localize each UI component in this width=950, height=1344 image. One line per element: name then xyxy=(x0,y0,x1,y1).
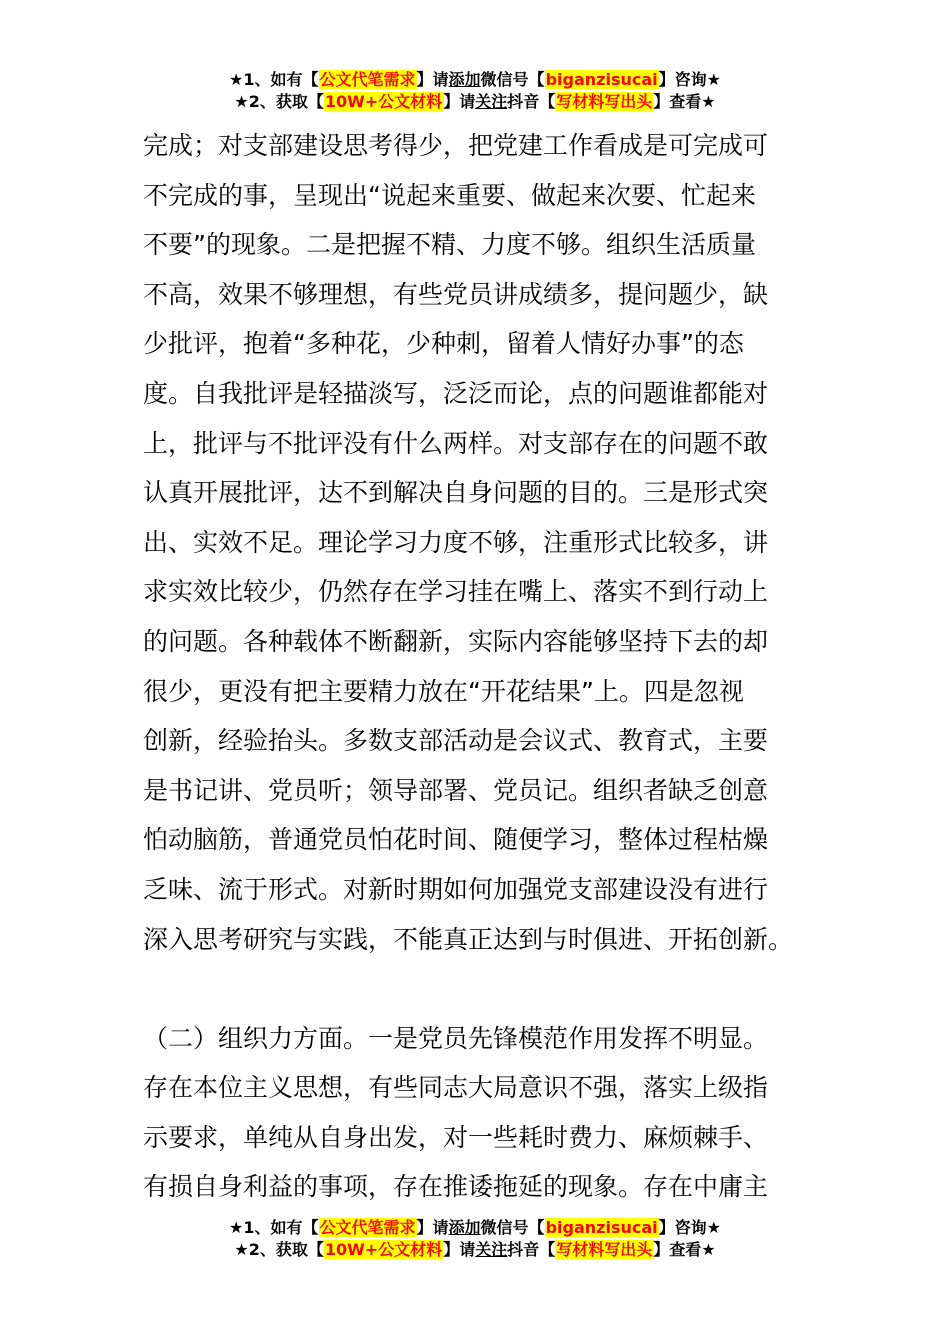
banner-text: 】查看★ xyxy=(653,1240,716,1259)
banner-text: ★1、如有【 xyxy=(229,70,319,89)
banner-line-2 xyxy=(0,91,950,113)
banner-text: 微信号【 xyxy=(480,70,545,89)
highlight-service: 公文代笔需求 xyxy=(319,70,416,89)
banner-underlined-text: 关注 xyxy=(475,92,508,111)
banner-text: 】请 xyxy=(416,70,449,89)
highlight-wechat-id: biganzisucai xyxy=(545,1218,658,1237)
banner-text: 微信号【 xyxy=(480,1218,545,1237)
highlight-service: 公文代笔需求 xyxy=(319,1218,416,1237)
highlight-materials: 10W+公文材料 xyxy=(324,1240,443,1259)
banner-line-1 xyxy=(0,69,950,91)
banner-text: ★2、获取【 xyxy=(234,92,324,111)
banner-text: 抖音【 xyxy=(507,1240,556,1259)
section-heading-line: （二）组织力方面。一是党员先锋模范作用发挥不明显。 xyxy=(143,1023,769,1053)
body-line: 不要”的现象。二是把握不精、力度不够。组织生活质量 xyxy=(143,230,756,260)
body-line: 不完成的事，呈现出“说起来重要、做起来次要、忙起来 xyxy=(143,180,756,210)
banner-underlined-text: 添加 xyxy=(448,70,481,89)
footer-banner xyxy=(0,1217,950,1261)
body-line: 很少，更没有把主要精力放在“开花结果”上。四是忽视 xyxy=(143,676,744,706)
body-line: 上，批评与不批评没有什么两样。对支部存在的问题不敢 xyxy=(143,428,769,458)
banner-text: 】咨询★ xyxy=(658,1218,721,1237)
document-body xyxy=(143,121,808,1212)
highlight-wechat-id: biganzisucai xyxy=(545,70,658,89)
body-line: 求实效比较少，仍然存在学习挂在嘴上、落实不到行动上 xyxy=(143,577,769,607)
banner-text: 】请 xyxy=(443,92,476,111)
banner-text: 】请 xyxy=(443,1240,476,1259)
highlight-douyin-id: 写材料写出头 xyxy=(556,1240,653,1259)
highlight-materials: 10W+公文材料 xyxy=(324,92,443,111)
body-line: 怕动脑筋，普通党员怕花时间、随便学习，整体过程枯燥 xyxy=(143,825,769,855)
banner-text: ★2、获取【 xyxy=(234,1240,324,1259)
banner-text: 】咨询★ xyxy=(658,70,721,89)
body-line: 乏味、流于形式。对新时期如何加强党支部建设没有进行 xyxy=(143,874,769,904)
banner-text: 】请 xyxy=(416,1218,449,1237)
banner-underlined-text: 关注 xyxy=(475,1240,508,1259)
body-line: 出、实效不足。理论学习力度不够，注重形式比较多，讲 xyxy=(143,527,769,557)
body-line: 存在本位主义思想，有些同志大局意识不强，落实上级指 xyxy=(143,1073,769,1103)
body-line: 度。自我批评是轻描淡写，泛泛而论，点的问题谁都能对 xyxy=(143,378,769,408)
highlight-douyin-id: 写材料写出头 xyxy=(556,92,653,111)
body-line: 的问题。各种载体不断翻新，实际内容能够坚持下去的却 xyxy=(143,626,769,656)
paragraph-gap xyxy=(143,964,808,1014)
banner-text: ★1、如有【 xyxy=(229,1218,319,1237)
banner-text: 】查看★ xyxy=(653,92,716,111)
body-line: 认真开展批评，达不到解决自身问题的目的。三是形式突 xyxy=(143,478,769,508)
body-line: 少批评，抱着“多种花，少种刺，留着人情好办事”的态 xyxy=(143,329,744,359)
banner-line-1 xyxy=(0,1217,950,1239)
banner-underlined-text: 添加 xyxy=(448,1218,481,1237)
body-line: 完成；对支部建设思考得少，把党建工作看成是可完成可 xyxy=(143,131,769,160)
body-line: 深入思考研究与实践，不能真正达到与时俱进、开拓创新。 xyxy=(143,924,794,954)
banner-text: 抖音【 xyxy=(507,92,556,111)
body-line: 有损自身利益的事项，存在推诿拖延的现象。存在中庸主 xyxy=(143,1172,769,1202)
body-line: 示要求，单纯从自身出发，对一些耗时费力、麻烦棘手、 xyxy=(143,1122,769,1152)
header-banner xyxy=(0,69,950,113)
body-line: 创新，经验抬头。多数支部活动是会议式、教育式，主要 xyxy=(143,726,769,756)
body-line: 是书记讲、党员听；领导部署、党员记。组织者缺乏创意 xyxy=(143,775,769,805)
banner-line-2 xyxy=(0,1239,950,1261)
body-line: 不高，效果不够理想，有些党员讲成绩多，提问题少，缺 xyxy=(143,279,769,309)
